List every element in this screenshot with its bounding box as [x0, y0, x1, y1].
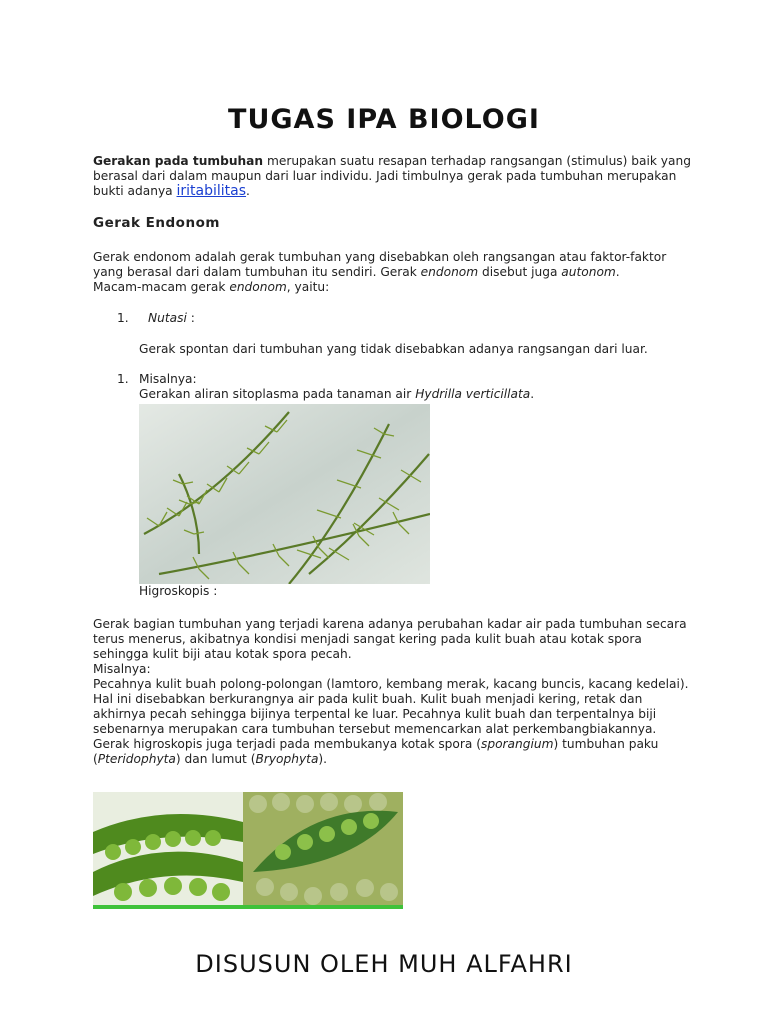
endonom-italic-2: endonom: [229, 280, 287, 294]
higroskopis-text-d: ) tumbuhan paku (: [93, 737, 659, 766]
intro-text: merupakan suatu resapan terhadap rangsangan (stimulus) baik yang berasal dari dalam maupun dari luar individu. Jadi timbulnya gerak pada tumbuhan merupakan bukti adanya: [93, 154, 691, 198]
higroskopis-paragraph: [93, 617, 693, 767]
author-line: DISUSUN OLEH MUH ALFAHRI: [195, 950, 573, 978]
list-number-2: 1.: [117, 372, 129, 386]
intro-end: .: [246, 184, 250, 198]
page-title: TUGAS IPA BIOLOGI: [228, 104, 540, 135]
higroskopis-text-c: Pecahnya kulit buah polong-polongan (lamtoro, kembang merak, kacang buncis, kacang kedelai). Hal ini disebabkan berkurangnya air pada kulit buah. Kulit buah menjadi kering, retak dan akhirnya pecah sehingga bijinya terpental ke luar. Pecahnya kulit buah dan terpentalnya biji sebenarnya merupakan cara tumbuhan tersebut memencarkan alat perkembangbiakannya. Gerak higroskopis juga terjadi pada membukanya kotak spora (: [93, 677, 689, 751]
endonom-text-4: Macam-macam gerak: [93, 280, 230, 294]
endonom-text-5: , yaitu:: [286, 280, 330, 294]
list-item-misalnya: [139, 372, 534, 402]
intro-paragraph: [93, 154, 693, 199]
endonom-text-3: .: [615, 265, 620, 279]
higroskopis-text-f: ).: [318, 752, 328, 766]
list-number-1: 1.: [117, 311, 129, 325]
iritabilitas-link[interactable]: iritabilitas: [176, 183, 247, 199]
section-heading-endonom: Gerak Endonom: [93, 215, 220, 231]
nutasi-description: Gerak spontan dari tumbuhan yang tidak disebabkan adanya rangsangan dari luar.: [139, 342, 648, 356]
hydrilla-italic: Hydrilla verticillata: [415, 387, 531, 401]
intro-lead: Gerakan pada tumbuhan: [93, 154, 264, 168]
hydrilla-end: .: [530, 387, 535, 401]
misalnya-label: Misalnya:: [139, 372, 197, 386]
bryophyta-italic: Bryophyta: [255, 752, 319, 766]
pea-pods-photo: [93, 792, 403, 909]
higroskopis-text-e: ) dan lumut (: [175, 752, 256, 766]
higroskopis-label: Higroskopis :: [139, 584, 218, 598]
autonom-italic: autonom: [561, 265, 616, 279]
hydrilla-text: Gerakan aliran sitoplasma pada tanaman air: [139, 387, 416, 401]
endonom-paragraph: [93, 250, 693, 295]
endonom-italic-1: endonom: [420, 265, 479, 279]
nutasi-colon: :: [186, 311, 195, 325]
higroskopis-text-a: Gerak bagian tumbuhan yang terjadi karena adanya perubahan kadar air pada tumbuhan secara terus menerus, akibatnya kondisi menjadi sangat kering pada kulit buah atau kotak spora sehingga kulit biji atau kotak spora pecah.: [93, 617, 687, 661]
higroskopis-text-b: Misalnya:: [93, 662, 151, 676]
endonom-text-2: disebut juga: [478, 265, 562, 279]
hydrilla-photo: [139, 404, 430, 584]
list-item-nutasi: [117, 311, 195, 326]
endonom-text-1: Gerak endonom adalah gerak tumbuhan yang disebabkan oleh rangsangan atau faktor-faktor yang berasal dari dalam tumbuhan itu sendiri. Gerak: [93, 250, 667, 279]
sporangium-italic: sporangium: [481, 737, 554, 751]
pteridophyta-italic: Pteridophyta: [97, 752, 176, 766]
nutasi-label: Nutasi: [148, 311, 187, 325]
